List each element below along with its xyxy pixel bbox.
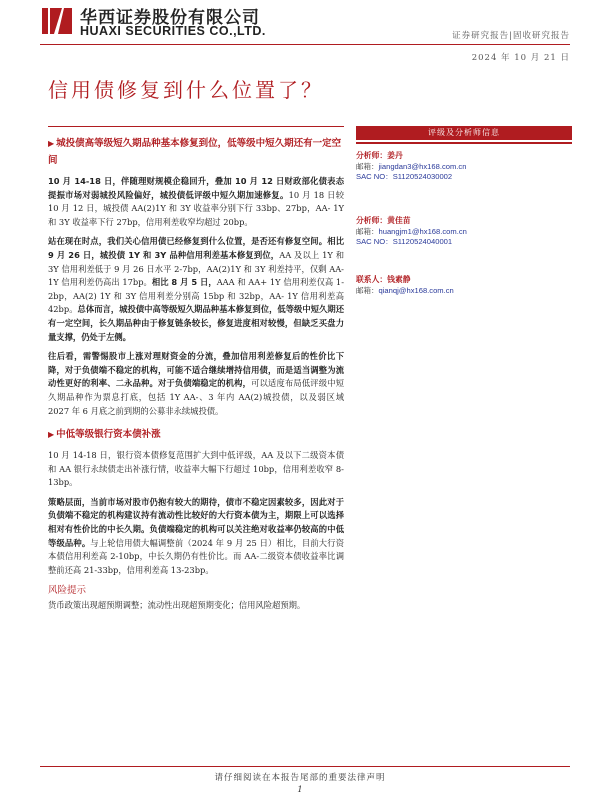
analyst-sidebar — [356, 126, 572, 296]
email-label: 邮箱： — [356, 285, 379, 295]
analyst-email[interactable]: huangjm1@hx168.com.cn — [378, 226, 467, 236]
huaxi-logo-icon — [40, 4, 74, 38]
analyst-email[interactable]: jiangdan3@hx168.com.cn — [378, 161, 467, 171]
brand-name-en: HUAXI SECURITIES CO.,LTD. — [80, 24, 266, 38]
report-date: 2024 年 10 月 21 日 — [471, 53, 570, 63]
email-label: 邮箱： — [356, 161, 379, 171]
footer-divider — [40, 766, 570, 767]
section-heading: ▶ 城投债高等级短久期品种基本修复到位，低等级中短久期还有一定空间 — [48, 138, 342, 166]
section-heading: ▶ 中低等级银行资本债补涨 — [48, 429, 161, 441]
analyst-card — [356, 215, 572, 248]
sidebar-title: 评级及分析师信息 — [356, 126, 572, 140]
email-label: 邮箱： — [356, 226, 379, 236]
contact-email[interactable]: qianqj@hx168.com.cn — [378, 285, 454, 295]
legal-disclaimer-link: 请仔细阅读在本报告尾部的重要法律声明 — [214, 773, 386, 783]
page-title: 信用债修复到什么位置了？ — [48, 78, 324, 102]
risk-section — [48, 583, 344, 613]
paragraph: 往后看，需警惕股市上涨对理财资金的分流，叠加信用利差修复后的性价比下降，对于负债端不稳定的机构，可能不适合继续增持信用债，而是适当调整为流动性更好的利率、二永品种。对于负债端稳定的机构，可以适度布局低评级中短久期品种作为票息打底，包括 1Y AA-、3 年内 AA(2)城投债，以及弱区域 2027 年 6 月底之前到期的公募非永续城投债。 — [48, 351, 344, 416]
main-content — [48, 126, 344, 766]
report-type: 证券研究报告|固收研究报告 — [452, 31, 570, 41]
page-number: 1 — [297, 785, 303, 795]
analyst-card — [356, 274, 572, 297]
sidebar-divider — [356, 142, 572, 144]
analyst-sac: SAC NO：S1120524040001 — [356, 237, 453, 246]
risk-text: 货币政策出现超预期调整；流动性出现超预期变化；信用风险超预期。 — [48, 600, 306, 611]
contact-name: 联系人：钱素静 — [356, 274, 411, 284]
paragraph: 策略层面，当前市场对股市仍抱有较大的期待，债市不稳定因素较多，因此对于负债端不稳定的机构建议持有流动性比较好的大行资本债为主，期限上可以选择相对有性价比的中长久期。负债端稳定的机构可以关注绝对收益率仍较高的中低等级品种。与上轮信用债大幅调整前（2024 年 9 月 25 日）相比，目前大行资本债信用利差高 2-10bp，中长久期仍有性价比。而 AA-二级资本债收益率比调整前还高 21-33bp，信用利差高 13-23bp。 — [48, 496, 344, 575]
analyst-name: 分析师：黄佳苗 — [356, 215, 411, 225]
analyst-name: 分析师：姜丹 — [356, 150, 403, 160]
paragraph: 10 月 14-18 日，银行资本债修复范围扩大到中低评级，AA 及以下二级资本债和 AA 银行永续债走出补涨行情，收益率大幅下行超过 10bp，信用利差收窄 8-13bp。 — [48, 450, 344, 488]
paragraph: 10 月 14-18 日，伴随理财规模企稳回升，叠加 10 月 12 日财政部化债表态提振市场对弱城投风险偏好，城投债低评级中短久期加速修复。10 月 18 日较 10 月 12 日，城投债 AA(2)1Y 和 3Y 收益率分别下行 33bp、27bp，AA- 1Y 和 3Y 收益率下行 27bp，信用利差收窄均超过 20bp。 — [48, 176, 344, 227]
section-2 — [48, 426, 344, 577]
paragraph: 站在现在时点，我们关心信用债已经修复到什么位置，是否还有修复空间。相比 9 月 26 日，城投债 1Y 和 3Y 品种信用利差基本修复到位，AA 及以上 1Y 和 3Y 信用利差低于 9 月 26 日水平 2-7bp，AA(2)1Y 和 3Y 利差持平，仅剩 AA- 1Y 信用利差仍高出 17bp。相比 8 月 5 日，AAA 和 AA+ 1Y 信用利差仅高 1-2bp，AA(2) 1Y 和 3Y 信用利差分别高 15bp 和 32bp，AA- 1Y 信用利差高 42bp。总体而言，城投债中高等级短久期品种基本修复到位，低等级中短久期还有一定空间，长久期品种由于修复链条较长，修复进度相对较慢，但缺乏买盘力量支撑，仍处于左侧。 — [48, 236, 345, 342]
header-divider — [40, 44, 570, 45]
triangle-bullet-icon: ▶ — [48, 139, 55, 148]
brand-name-cn: 华西证券股份有限公司 — [80, 8, 260, 28]
analyst-card — [356, 150, 572, 183]
triangle-bullet-icon: ▶ — [48, 430, 55, 440]
analyst-sac: SAC NO：S1120524030002 — [356, 172, 453, 181]
section-1 — [48, 126, 344, 418]
risk-title: 风险提示 — [48, 585, 87, 597]
